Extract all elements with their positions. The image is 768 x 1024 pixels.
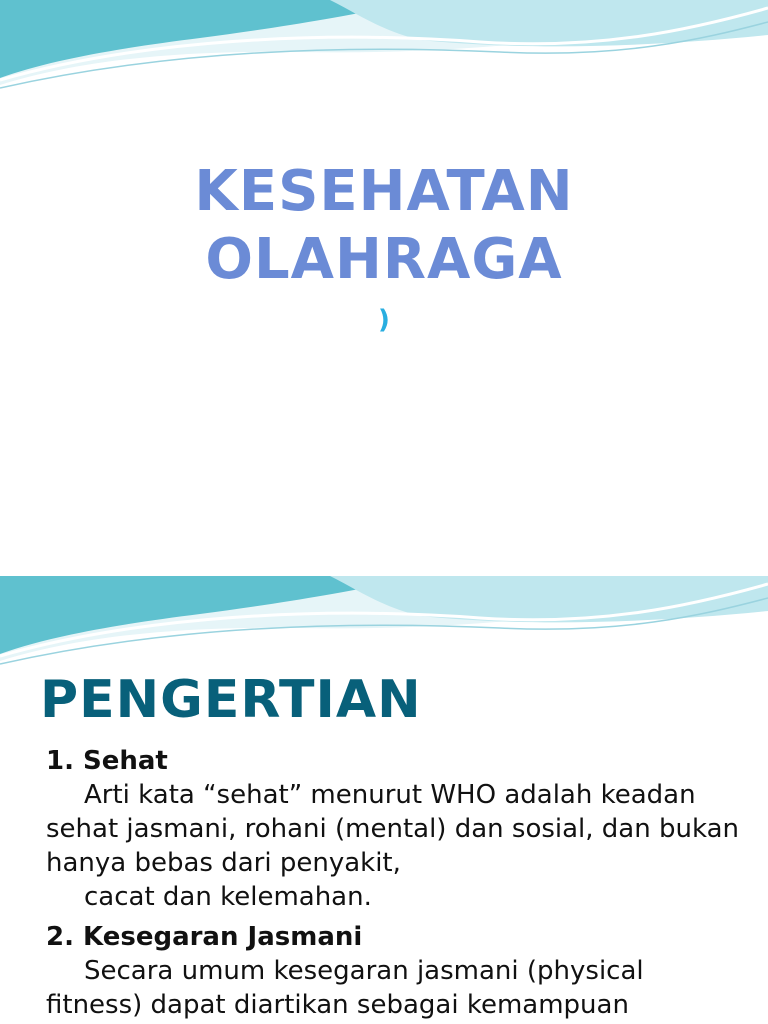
item-1-text: Arti kata “sehat” menurut WHO adalah keadan sehat jasmani, rohani (mental) dan sosial, dan bukan hanya bebas dari penyakit, xyxy=(46,780,739,878)
title-line-2: OLAHRAGA xyxy=(205,227,563,292)
wave-decoration xyxy=(0,0,768,95)
slide-title xyxy=(0,158,768,294)
slide-title: PENGERTIAN xyxy=(40,670,422,730)
item-2-text: Secara umum kesegaran jasmani (physical fitness) dapat diartikan sebagai kemampuan xyxy=(46,956,644,1020)
title-line-1: KESEHATAN xyxy=(194,159,574,224)
item-2-heading: 2. Kesegaran Jasmani xyxy=(46,922,363,952)
content-slide xyxy=(0,576,768,1024)
item-1-text-continued: cacat dan kelemahan. xyxy=(84,882,372,912)
wave-decoration xyxy=(0,576,768,671)
item-1-heading: 1. Sehat xyxy=(46,746,168,776)
slide-subtitle: ) xyxy=(378,305,390,335)
slide-body xyxy=(46,744,746,1024)
